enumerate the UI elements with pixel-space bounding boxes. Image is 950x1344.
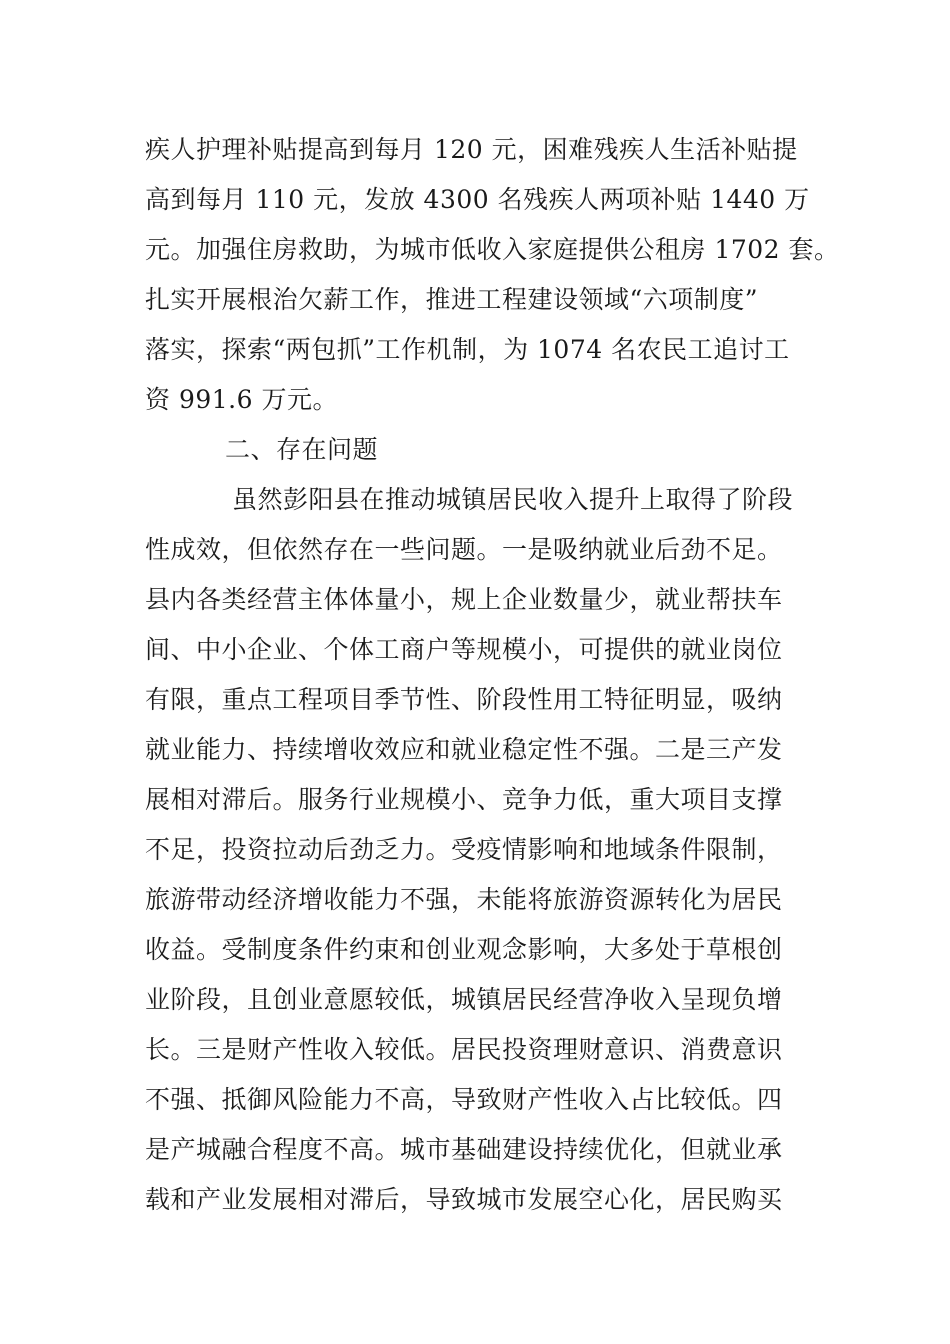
paragraph-line: 长。三是财产性收入较低。居民投资理财意识、消费意识 <box>145 1035 783 1064</box>
paragraph-line: 有限，重点工程项目季节性、阶段性用工特征明显，吸纳 <box>145 685 783 714</box>
paragraph-line: 业阶段，且创业意愿较低，城镇居民经营净收入呈现负增 <box>145 985 783 1014</box>
paragraph-line: 收益。受制度条件约束和创业观念影响，大多处于草根创 <box>145 935 783 964</box>
paragraph-line: 疾人护理补贴提高到每月 120 元，困难残疾人生活补贴提 <box>145 135 798 164</box>
paragraph-line: 资 991.6 万元。 <box>145 385 338 414</box>
paragraph-line: 就业能力、持续增收效应和就业稳定性不强。二是三产发 <box>145 735 783 764</box>
paragraph-line: 载和产业发展相对滞后，导致城市发展空心化，居民购买 <box>145 1185 783 1214</box>
paragraph-line: 县内各类经营主体体量小，规上企业数量少，就业帮扶车 <box>145 585 783 614</box>
paragraph-line: 不足，投资拉动后劲乏力。受疫情影响和地域条件限制， <box>145 835 783 864</box>
paragraph-line: 不强、抵御风险能力不高，导致财产性收入占比较低。四 <box>145 1085 783 1114</box>
paragraph-line: 高到每月 110 元，发放 4300 名残疾人两项补贴 1440 万 <box>145 185 810 214</box>
paragraph-line: 是产城融合程度不高。城市基础建设持续优化，但就业承 <box>145 1135 783 1164</box>
paragraph-line: 元。加强住房救助，为城市低收入家庭提供公租房 1702 套。 <box>145 235 840 264</box>
paragraph-line: 旅游带动经济增收能力不强，未能将旅游资源转化为居民 <box>145 885 783 914</box>
paragraph-line: 扎实开展根治欠薪工作，推进工程建设领域“六项制度” <box>145 285 759 314</box>
paragraph-line: 性成效，但依然存在一些问题。一是吸纳就业后劲不足。 <box>145 535 783 564</box>
paragraph-line: 间、中小企业、个体工商户等规模小，可提供的就业岗位 <box>145 635 783 664</box>
paragraph-line: 展相对滞后。服务行业规模小、竞争力低，重大项目支撑 <box>145 785 783 814</box>
paragraph-line: 虽然彭阳县在推动城镇居民收入提升上取得了阶段 <box>232 485 794 514</box>
paragraph-line: 落实，探索“两包抓”工作机制，为 1074 名农民工追讨工 <box>145 335 790 364</box>
section-heading: 二、存在问题 <box>225 435 379 464</box>
